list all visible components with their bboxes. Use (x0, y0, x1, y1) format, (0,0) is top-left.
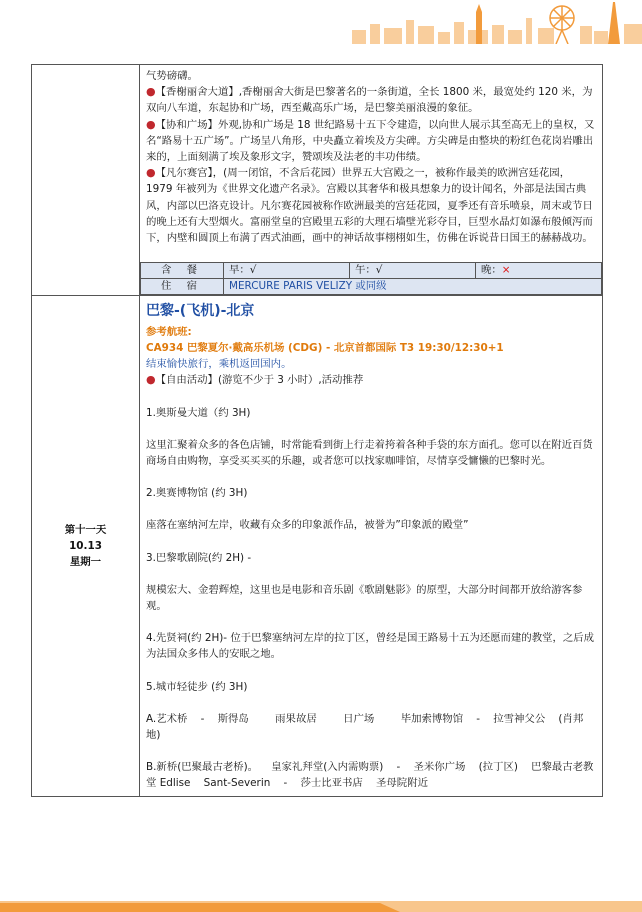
bullet-icon: ● (146, 166, 156, 180)
prev-day-content (140, 65, 602, 262)
section-title: 3.巴黎歌剧院(约 2H) - (146, 551, 252, 564)
hotel-value: MERCURE PARIS VELIZY 或同级 (224, 279, 602, 295)
flight-line: CA934 巴黎夏尔·戴高乐机场 (CDG) - 北京首都国际 T3 19:30/12:30+1 (146, 342, 504, 355)
walking-route-b: B.新桥(巴聚最古老桥)。 皇家礼拜堂(入内需购票) - 圣米你广场 (拉丁区) 巴黎最古老教堂 Edlise Sant-Severin - 莎士比亚书店 圣母院附近 (146, 761, 594, 790)
bullet-icon: ● (146, 373, 156, 387)
day-date: 10.13 (69, 539, 102, 552)
prev-day-label-cell (32, 65, 140, 296)
lunch-value: 午：√ (350, 263, 476, 279)
section-title: 2.奥赛博物馆 (约 3H) (146, 487, 248, 500)
city-skyline-icon (342, 0, 642, 44)
itinerary-table (31, 64, 603, 797)
end-note: 结束愉快旅行，乘机返回国内。 (146, 358, 292, 371)
day11-row (32, 296, 603, 796)
eiffel-tower-icon (608, 2, 620, 44)
free-activity: ●【自由活动】(游览不少于 3 小时）,活动推荐 (146, 373, 364, 387)
attraction-item: ●【香榭丽舍大道】,香榭丽舍大街是巴黎著名的一条街道，全长 1800 米，最宽处约 120 米，为双向八车道，东起协和广场，西至戴高乐广场，是巴黎美丽浪漫的象征。 (146, 85, 593, 115)
bullet-icon: ● (146, 117, 156, 131)
breakfast-value: 早：√ (224, 263, 350, 279)
section-title: 5.城市轻徒步 (约 3H) (146, 680, 248, 693)
hotel-label: 住 宿 (141, 279, 224, 295)
big-ben-icon (476, 4, 482, 44)
route-title: 巴黎-(飞机)-北京 (146, 303, 255, 320)
dinner-value: 晚：× (476, 263, 602, 279)
text-line: 气势磅礴。 (146, 70, 198, 82)
bullet-icon: ● (146, 85, 156, 99)
meals-table (140, 262, 602, 295)
cross-icon: × (501, 264, 511, 277)
section-text: 规模宏大、金碧辉煌，这里也是电影和音乐剧《歌剧魅影》的原型，大部分时间都开放给游客参观。 (146, 583, 583, 613)
section-text: 座落在塞纳河左岸，收藏有众多的印象派作品，被誉为”印象派的殿堂” (146, 519, 469, 532)
header-decoration (0, 0, 642, 44)
day11-label-cell (32, 296, 140, 796)
attraction-item: ●【协和广场】外观,协和广场是 18 世纪路易十五下令建造，以向世人展示其至高无上的皇权，又名“路易十五广场”。广场呈八角形，中央矗立着埃及方尖碑。方尖碑是由整块的粉红色花岗岩雕出来的，上面刻满了埃及象形文字，赞颂埃及法老的丰功伟绩。 (146, 117, 595, 164)
prev-day-row (32, 65, 603, 296)
walking-route-a: A.艺术桥 - 斯得岛 雨果故居 日广场 毕加索博物馆 - 拉雪神父公 (肖邦地) (146, 712, 584, 742)
flight-header: 参考航班: (146, 326, 192, 339)
day11-content (140, 296, 603, 796)
section-text: 这里汇聚着众多的各色店铺，时常能看到街上行走着挎着各种手袋的东方面孔。您可以在附近百货商场自由购物，享受买买买的乐趣，或者您可以找家咖啡馆，尽情享受慵懒的巴黎时光。 (146, 438, 593, 468)
day-number: 第十一天 (64, 523, 107, 536)
prev-day-content-cell (140, 65, 603, 296)
meals-label: 含 餐 (141, 263, 224, 279)
attraction-item: ●【凡尔赛宫】，(周一闭馆，不含后花园）世界五大宫殿之一，被称作最美的欧洲宫廷花园，1979 年被列为《世界文化遗产名录》。宫殿以其奢华和极具想象力的设计闻名，外部是法国古典风，内部以巴洛克设计。凡尔赛花园被称作欧洲最美的宫廷花园，夏季还有音乐喷泉，周末或节日的晚上还有大型烟火。富丽堂皇的宫殿里五彩的大理石墙壁光彩夺目，巨型水晶灯如瀑布般倾泻而下，内壁和圆顶上布满了西式油画，画中的神话故事栩栩如生，仿佛在诉说昔日国王的赫赫战功。 (146, 166, 593, 245)
footer-decoration (0, 897, 642, 912)
day-weekday: 星期一 (69, 555, 102, 568)
section-text: 4.先贤祠(约 2H)- 位于巴黎塞纳河左岸的拉丁区，曾经是国王路易十五为还愿而建的教堂，之后成为法国众多伟人的安眠之地。 (146, 632, 595, 661)
section-title: 1.奥斯曼大道（约 3H) (146, 406, 251, 419)
